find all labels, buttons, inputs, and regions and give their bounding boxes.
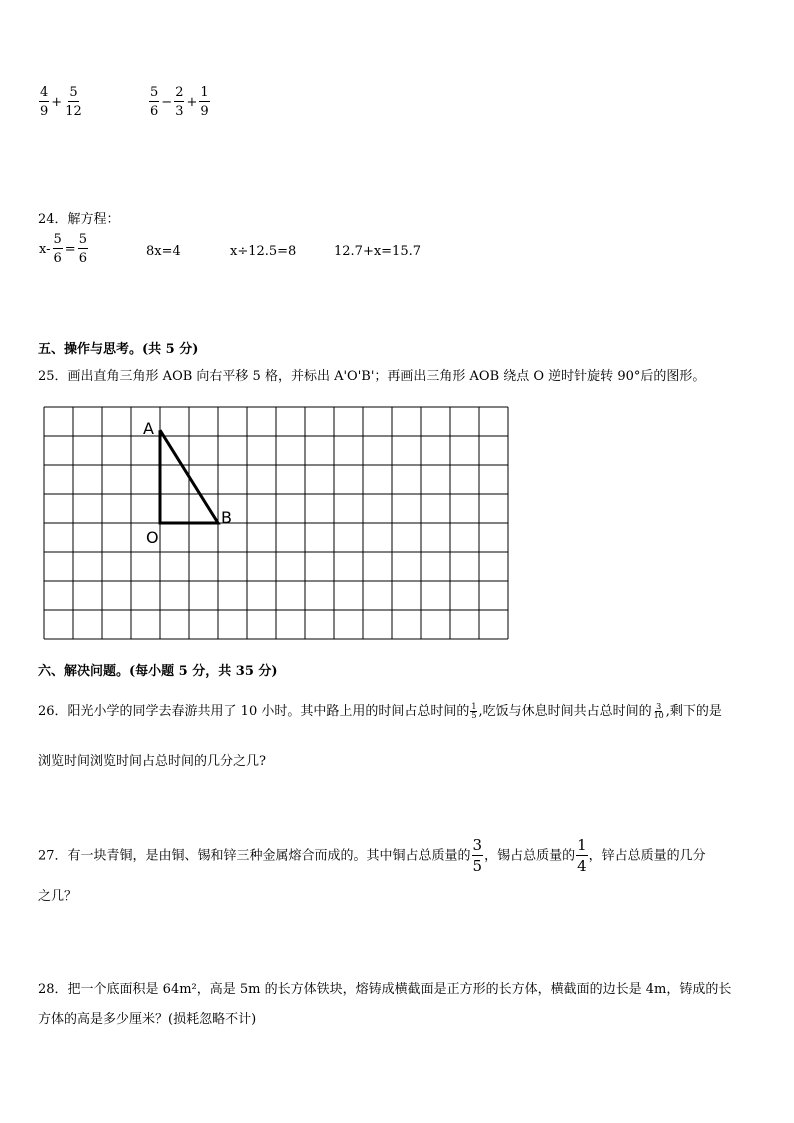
fraction: $\frac{3}{5}$ (472, 836, 483, 875)
question-28-line-2: 方体的高是多少厘米？(损耗忽略不计) (38, 1012, 257, 1027)
fraction: $\frac{5}{6}$ (150, 85, 159, 119)
fraction: $\frac{5}{6}$ (78, 232, 87, 266)
fraction: $\frac{1}{5}$ (471, 702, 477, 720)
section-6-title: 六、解决问题。(每小题 5 分，共 35 分) (38, 664, 278, 679)
equation-2: 8x=4 (146, 244, 181, 259)
equation-1: x- $\frac{5}{6}$ = $\frac{5}{6}$ (39, 232, 87, 266)
fraction: $\frac{1}{9}$ (200, 85, 209, 119)
label-a: A (143, 419, 154, 439)
grid-figure (40, 404, 512, 640)
grid-lines (44, 407, 508, 639)
question-26-line-1: 26．阳光小学的同学去春游共用了 10 小时。其中路上用的时间占总时间的 $\frac{1}{5}$ ,吃饭与休息时间共占总时间的 $\frac{3}{10}$ ,剩下的是 (38, 702, 722, 720)
question-27-line-2: 之几？ (38, 889, 78, 904)
question-28-line-1: 28．把一个底面积是 64m²，高是 5m 的长方体铁块，熔铸成横截面是正方形的长方体，横截面的边长是 4m，铸成的长 (38, 982, 732, 997)
question-27-line-1: 27．有一块青铜，是由铜、锡和锌三种金属熔合而成的。其中铜占总质量的 $\frac{3}{5}$ ，锡占总质量的 $\frac{1}{4}$ ，锌占总质量的几分 (38, 836, 706, 875)
label-o: O (146, 528, 159, 547)
fraction: $\frac{5}{6}$ (53, 232, 62, 266)
equation-3: x÷12.5=8 (230, 244, 297, 259)
section-5-title: 五、操作与思考。(共 5 分) (38, 342, 199, 357)
fraction: $\frac{3}{10}$ (653, 702, 664, 720)
fraction: $\frac{1}{4}$ (577, 836, 587, 875)
label-b: B (221, 508, 232, 527)
expression-2: $\frac{5}{6}$ − $\frac{2}{3}$ + $\frac{1}{9}$ (150, 85, 209, 119)
question-26-line-2: 浏览时间浏览时间占总时间的几分之几? (38, 754, 266, 769)
fraction: $\frac{5}{12}$ (65, 85, 82, 119)
equation-4: 12.7+x=15.7 (334, 244, 422, 259)
fraction: $\frac{2}{3}$ (175, 85, 184, 119)
question-25-text: 25．画出直角三角形 AOB 向右平移 5 格，并标出 A'O'B'；再画出三角形 AOB 绕点 O 逆时针旋转 90°后的图形。 (38, 369, 706, 384)
expression-1: $\frac{4}{9}$ + $\frac{5}{12}$ (40, 85, 82, 119)
fraction: $\frac{4}{9}$ (40, 85, 49, 119)
question-24-title: 24．解方程： (38, 212, 120, 227)
